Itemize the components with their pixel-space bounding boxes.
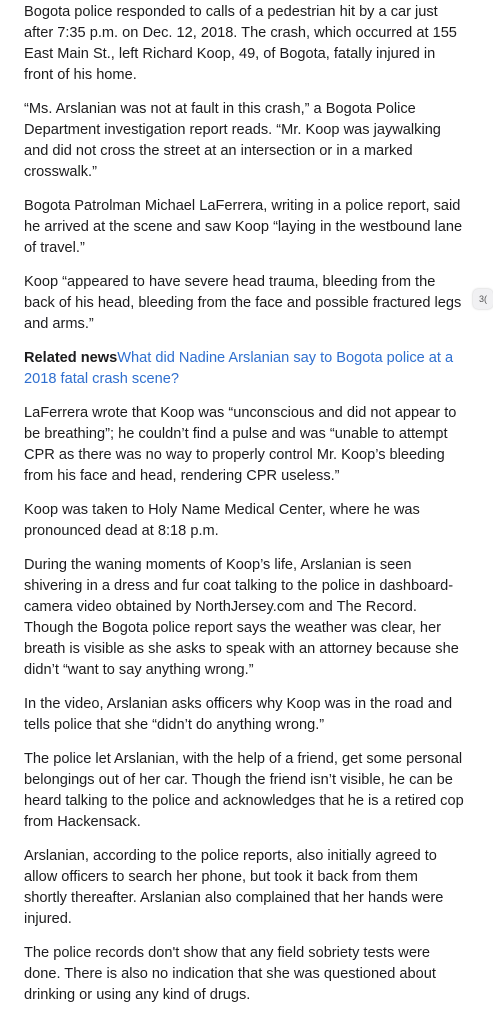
related-news-link[interactable]: What did Nadine Arslanian say to Bogota police at a 2018 fatal crash scene?: [24, 350, 454, 387]
article-paragraph-2: “Ms. Arslanian was not at fault in this crash,” a Bogota Police Department investigation report reads. “Mr. Koop was jaywalking and did not cross the street at an intersection or in a marked crosswalk.”: [24, 101, 441, 180]
article-paragraph-7: During the waning moments of Koop’s life, Arslanian is seen shivering in a dress and fur coat talking to the police in dashboard-camera video obtained by NorthJersey.com and The Record. Though the Bogota police report says the weather was clear, her breath is visible as she asks to speak with an attorney because she didn’t “want to say anything wrong.”: [24, 557, 459, 678]
article-paragraph-3: Bogota Patrolman Michael LaFerrera, writing in a police report, said he arrived at the scene and saw Koop “laying in the westbound lane of travel.”: [24, 198, 463, 256]
article-paragraph-9: The police let Arslanian, with the help of a friend, get some personal belongings out of her car. Though the friend isn’t visible, he can be heard talking to the police and acknowledges that he is a retired cop from Hackensack.: [24, 751, 464, 830]
article-paragraph-8: In the video, Arslanian asks officers why Koop was in the road and tells police that she “didn’t do anything wrong.”: [24, 696, 453, 733]
article-paragraph-10: Arslanian, according to the police reports, also initially agreed to allow officers to search her phone, but took it back from them shortly thereafter. Arslanian also complained that her hands were injured.: [24, 848, 444, 927]
article-paragraph-5: LaFerrera wrote that Koop was “unconscious and did not appear to be breathing”; he couldn’t find a pulse and was “unable to attempt CPR as there was no way to properly control Mr. Koop’s bleeding from his face and head, rendering CPR useless.”: [24, 405, 457, 484]
article-paragraph-4: Koop “appeared to have severe head trauma, bleeding from the back of his head, bleeding from the face and possible fractured legs and arms.”: [24, 274, 462, 332]
article-paragraph-1: Bogota police responded to calls of a pedestrian hit by a car just after 7:35 p.m. on Dec. 12, 2018. The crash, which occurred at 155 East Main St., left Richard Koop, 49, of Bogota, fatally injured in front of his home.: [24, 4, 457, 83]
article-paragraph-11: The police records don't show that any field sobriety tests were done. There is also no indication that she was questioned about drinking or using any kind of drugs.: [24, 945, 436, 1003]
article-body: [24, 2, 464, 1019]
side-comment-tab[interactable]: 3(: [473, 289, 493, 309]
related-news-label: Related news: [24, 350, 118, 366]
related-news: [24, 348, 464, 390]
article-paragraph-6: Koop was taken to Holy Name Medical Center, where he was pronounced dead at 8:18 p.m.: [24, 502, 420, 539]
